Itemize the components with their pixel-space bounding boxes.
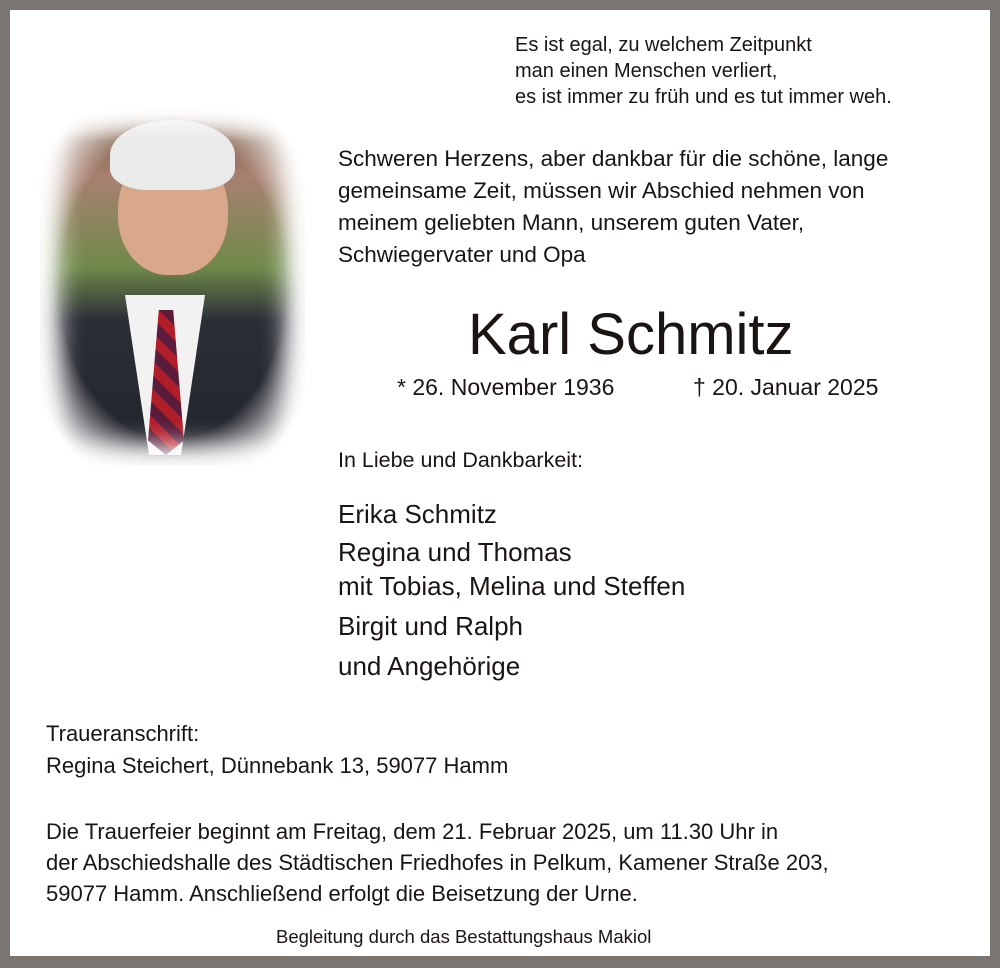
portrait-photo	[40, 105, 305, 465]
ceremony-text	[46, 816, 829, 909]
address: Regina Steichert, Dünnebank 13, 59077 Hamm	[46, 753, 509, 778]
family-member: Erika Schmitz	[338, 499, 497, 529]
ceremony-line: 59077 Hamm. Anschließend erfolgt die Beisetzung der Urne.	[46, 881, 638, 906]
family-member: Birgit und Ralph	[338, 611, 523, 641]
family-list	[338, 497, 685, 683]
funeral-home-credit: Begleitung durch das Bestattungshaus Makiol	[276, 926, 652, 947]
family-member: mit Tobias, Melina und Steffen	[338, 571, 686, 601]
intro-text	[338, 143, 888, 271]
family-member: und Angehörige	[338, 651, 521, 681]
intro-line: meinem geliebten Mann, unserem guten Vater,	[338, 210, 805, 235]
ceremony-line: Die Trauerfeier beginnt am Freitag, dem 21. Februar 2025, um 11.30 Uhr in	[46, 819, 779, 844]
address-label: Traueranschrift:	[46, 721, 200, 746]
quote-line: man einen Menschen verliert,	[515, 60, 778, 82]
intro-line: gemeinsame Zeit, müssen wir Abschied nehmen von	[338, 178, 865, 203]
ceremony-line: der Abschiedshalle des Städtischen Friedhofes in Pelkum, Kamener Straße 203,	[46, 850, 829, 875]
family-member: Regina und Thomas	[338, 537, 572, 567]
intro-line: Schwiegervater und Opa	[338, 242, 586, 267]
quote	[515, 32, 892, 110]
intro-line: Schweren Herzens, aber dankbar für die schöne, lange	[338, 146, 889, 171]
quote-line: es ist immer zu früh und es tut immer weh.	[515, 86, 892, 108]
quote-line: Es ist egal, zu welchem Zeitpunkt	[515, 34, 812, 56]
photo-vignette	[40, 105, 305, 465]
death-date: † 20. Januar 2025	[693, 374, 879, 400]
birth-date: * 26. November 1936	[397, 374, 615, 400]
address-block	[46, 718, 508, 782]
deceased-name: Karl Schmitz	[468, 302, 794, 367]
dedication: In Liebe und Dankbarkeit:	[338, 448, 584, 472]
